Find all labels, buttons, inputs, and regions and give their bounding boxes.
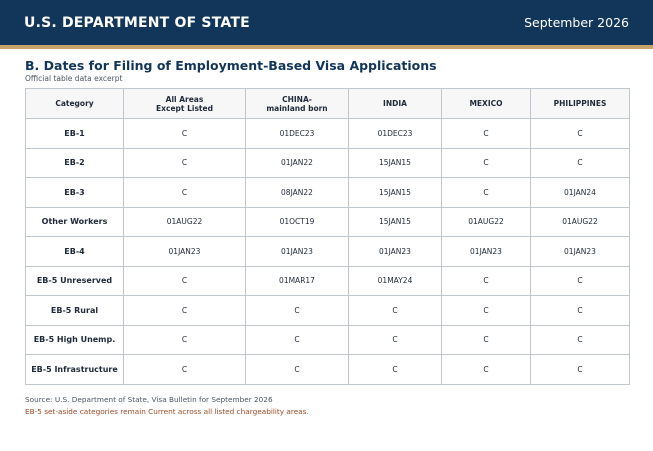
date-cell: 01JAN23 — [246, 237, 349, 267]
column-header-line: All Areas — [165, 94, 204, 104]
date-cell: 01DEC23 — [246, 119, 349, 149]
table-row — [26, 355, 630, 385]
date-cell: C — [349, 355, 442, 385]
visa-dates-table — [25, 88, 630, 385]
date-cell: C — [531, 296, 630, 326]
column-header — [246, 89, 349, 119]
footnote: EB-5 set-aside categories remain Current across all listed chargeability areas. — [25, 407, 309, 416]
date-cell: C — [442, 148, 531, 178]
date-cell: 01DEC23 — [349, 119, 442, 149]
category-cell: Other Workers — [26, 207, 124, 237]
table-row — [26, 148, 630, 178]
table-body — [26, 119, 630, 385]
date-cell: 01JAN23 — [124, 237, 246, 267]
date-cell: 01MAY24 — [349, 266, 442, 296]
table-row — [26, 119, 630, 149]
table-row — [26, 207, 630, 237]
category-cell: EB-5 Infrastructure — [26, 355, 124, 385]
date-cell: C — [124, 296, 246, 326]
date-cell: C — [124, 355, 246, 385]
column-header — [442, 89, 531, 119]
header-divider — [0, 45, 653, 49]
date-cell: C — [531, 119, 630, 149]
date-cell: C — [442, 266, 531, 296]
category-cell: EB-5 Unreserved — [26, 266, 124, 296]
category-cell: EB-5 High Unemp. — [26, 325, 124, 355]
table-row — [26, 237, 630, 267]
column-header-line: INDIA — [383, 99, 407, 108]
date-cell: C — [531, 266, 630, 296]
source-citation: Source: U.S. Department of State, Visa Bulletin for September 2026 — [25, 395, 273, 404]
date-cell: C — [531, 325, 630, 355]
date-cell: C — [246, 296, 349, 326]
date-cell: 15JAN15 — [349, 207, 442, 237]
section-title: B. Dates for Filing of Employment-Based Visa Applications — [25, 58, 437, 73]
visa-dates-table-container — [25, 88, 629, 385]
column-header — [531, 89, 630, 119]
table-row — [26, 178, 630, 208]
date-cell: C — [531, 355, 630, 385]
date-cell: C — [246, 355, 349, 385]
column-header — [349, 89, 442, 119]
date-cell: C — [531, 148, 630, 178]
date-cell: 01JAN23 — [442, 237, 531, 267]
column-header-line: PHILIPPINES — [553, 99, 607, 108]
bulletin-date: September 2026 — [524, 15, 629, 30]
category-cell: EB-1 — [26, 119, 124, 149]
category-cell: EB-5 Rural — [26, 296, 124, 326]
date-cell: C — [124, 266, 246, 296]
table-header-row — [26, 89, 630, 119]
date-cell: C — [349, 296, 442, 326]
date-cell: C — [124, 148, 246, 178]
category-cell: EB-3 — [26, 178, 124, 208]
date-cell: C — [246, 325, 349, 355]
column-header — [124, 89, 246, 119]
column-header — [26, 89, 124, 119]
date-cell: 15JAN15 — [349, 178, 442, 208]
date-cell: C — [124, 325, 246, 355]
section-subtitle: Official table data excerpt — [25, 74, 123, 83]
date-cell: 01JAN23 — [349, 237, 442, 267]
date-cell: 01JAN23 — [531, 237, 630, 267]
date-cell: 01AUG22 — [442, 207, 531, 237]
table-row — [26, 266, 630, 296]
date-cell: 01AUG22 — [531, 207, 630, 237]
date-cell: 01MAR17 — [246, 266, 349, 296]
column-header-line: CHINA- — [282, 94, 312, 104]
date-cell: C — [442, 296, 531, 326]
column-header-line: mainland born — [266, 103, 328, 113]
category-cell: EB-4 — [26, 237, 124, 267]
date-cell: C — [442, 325, 531, 355]
date-cell: 15JAN15 — [349, 148, 442, 178]
date-cell: 01AUG22 — [124, 207, 246, 237]
page-header — [0, 0, 653, 45]
category-cell: EB-2 — [26, 148, 124, 178]
column-header-line: Category — [55, 99, 94, 108]
date-cell: C — [442, 178, 531, 208]
date-cell: C — [349, 325, 442, 355]
date-cell: 08JAN22 — [246, 178, 349, 208]
column-header-line: MEXICO — [469, 99, 503, 108]
date-cell: 01JAN22 — [246, 148, 349, 178]
agency-title: U.S. DEPARTMENT OF STATE — [24, 14, 250, 31]
date-cell: C — [124, 119, 246, 149]
column-header-line: Except Listed — [156, 103, 213, 113]
date-cell: 01OCT19 — [246, 207, 349, 237]
date-cell: C — [442, 355, 531, 385]
table-row — [26, 325, 630, 355]
date-cell: 01JAN24 — [531, 178, 630, 208]
table-row — [26, 296, 630, 326]
date-cell: C — [124, 178, 246, 208]
date-cell: C — [442, 119, 531, 149]
